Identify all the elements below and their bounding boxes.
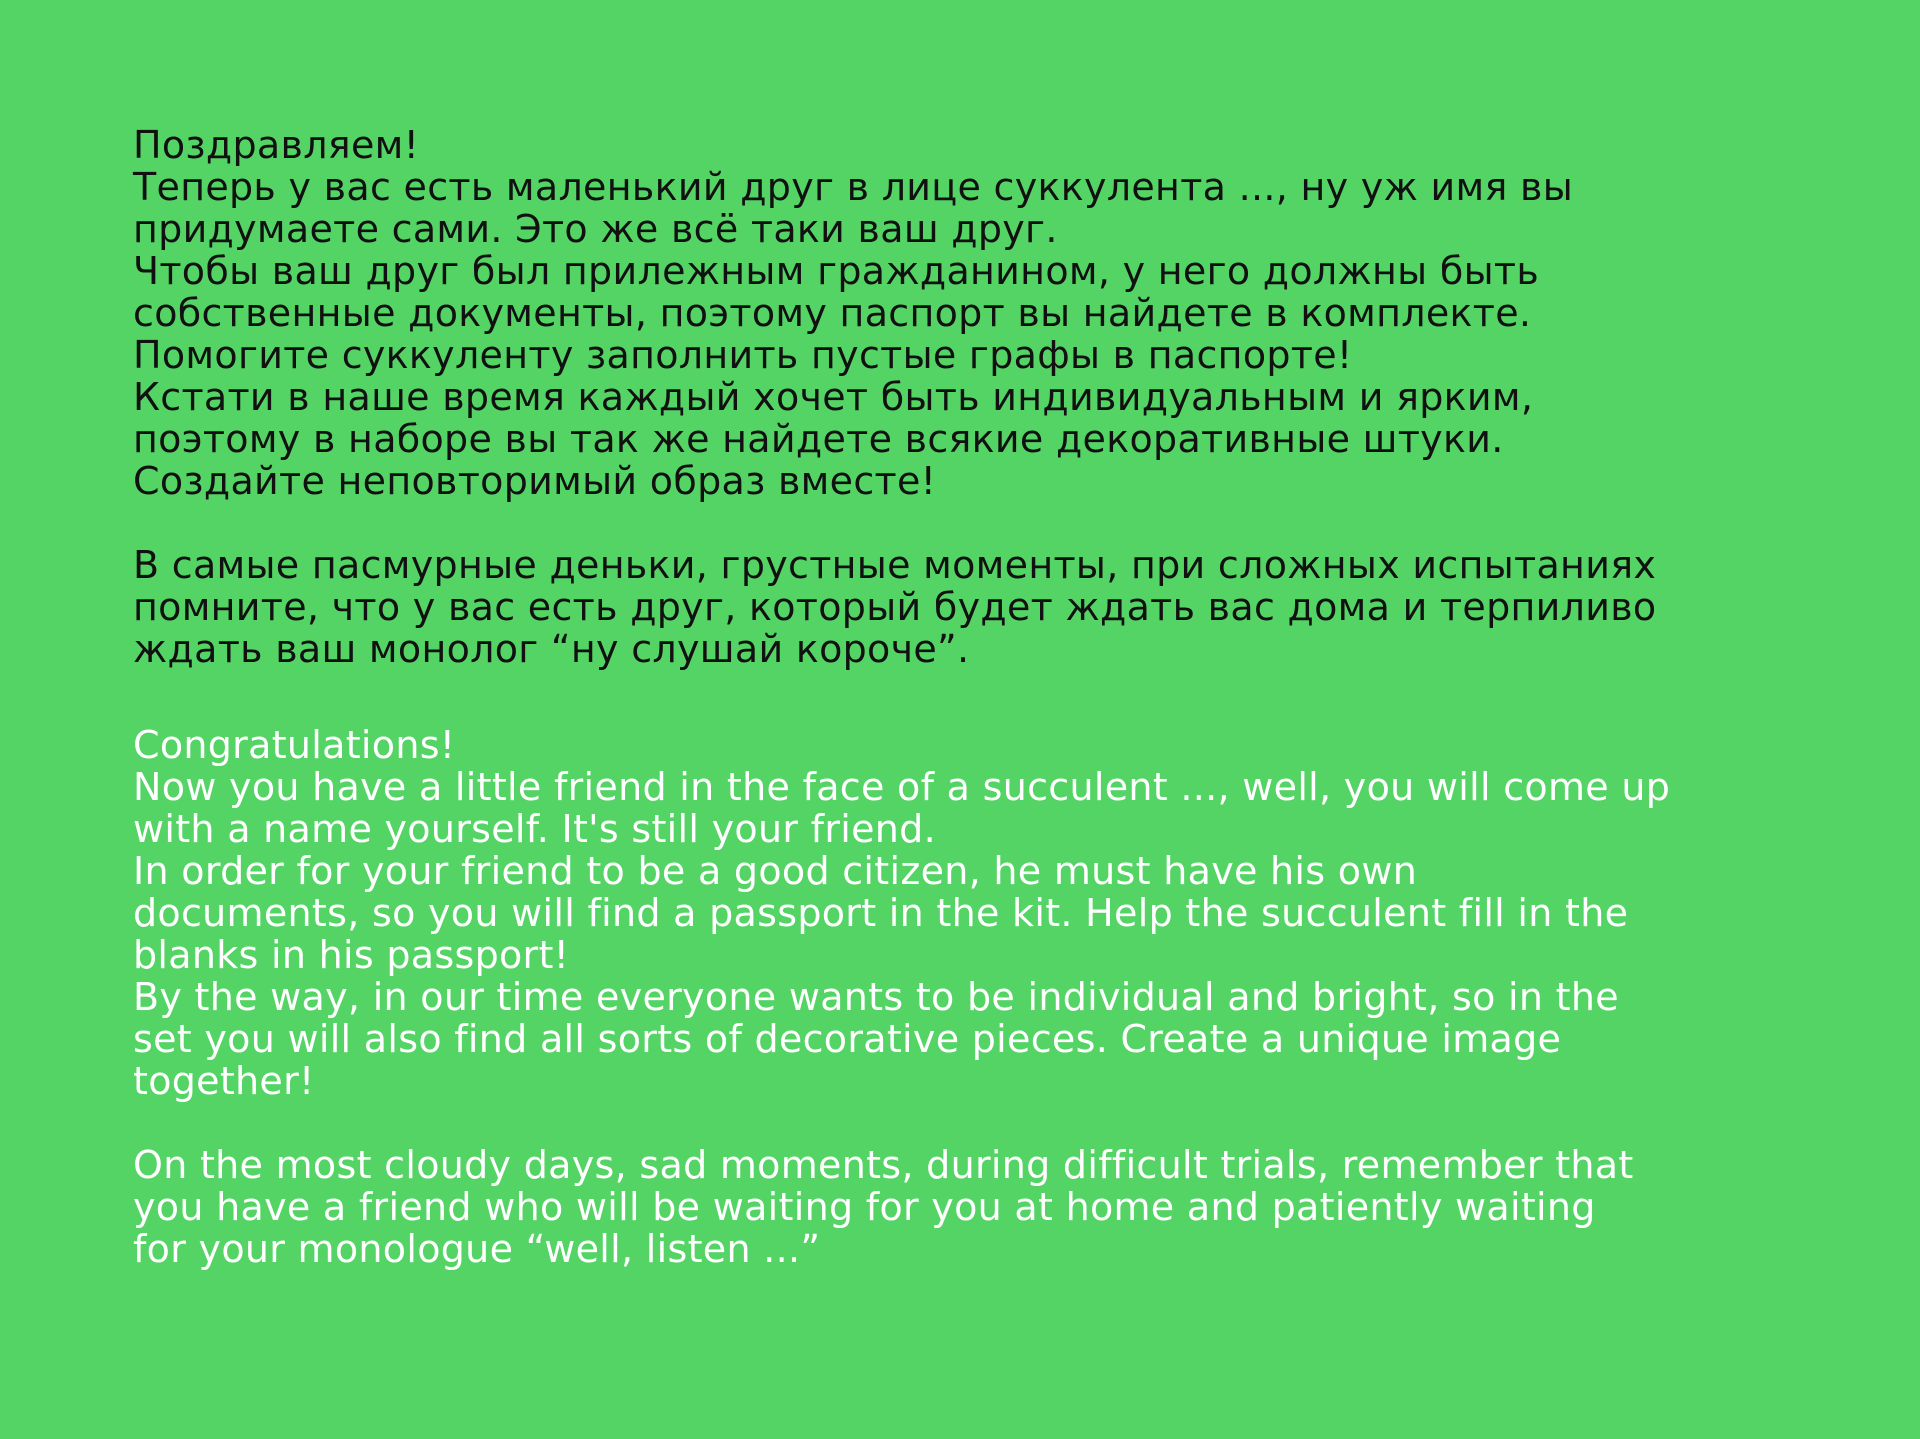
text-line: Поздравляем! <box>133 123 420 167</box>
text-line: Кстати в наше время каждый хочет быть индивидуальным и ярким, <box>133 375 1534 419</box>
text-line: for your monologue “well, listen ...” <box>133 1227 821 1271</box>
text-line: поэтому в наборе вы так же найдете всякие декоративные штуки. <box>133 417 1504 461</box>
russian-paragraph-1 <box>133 124 1893 502</box>
text-line: Now you have a little friend in the face of a succulent ..., well, you will come up <box>133 765 1671 809</box>
paragraph-spacer <box>133 1102 1893 1144</box>
text-line: documents, so you will find a passport in the kit. Help the succulent fill in the <box>133 891 1629 935</box>
text-line: собственные документы, поэтому паспорт вы найдете в комплекте. <box>133 291 1532 335</box>
russian-text-block <box>133 124 1893 670</box>
text-line: Создайте неповторимый образ вместе! <box>133 459 937 503</box>
russian-paragraph-2 <box>133 544 1893 670</box>
text-line: Congratulations! <box>133 723 456 767</box>
english-text-block <box>133 724 1893 1270</box>
text-line: Теперь у вас есть маленький друг в лице суккулента ..., ну уж имя вы <box>133 165 1573 209</box>
letter-page <box>133 124 1893 1270</box>
paragraph-spacer <box>133 502 1893 544</box>
english-paragraph-1 <box>133 724 1893 1102</box>
english-paragraph-2 <box>133 1144 1893 1270</box>
text-line: In order for your friend to be a good citizen, he must have his own <box>133 849 1418 893</box>
text-line: blanks in his passport! <box>133 933 570 977</box>
text-line: придумаете сами. Это же всё таки ваш друг. <box>133 207 1058 251</box>
text-line: ждать ваш монолог “ну слушай короче”. <box>133 627 970 671</box>
text-line: you have a friend who will be waiting for you at home and patiently waiting <box>133 1185 1596 1229</box>
text-line: В самые пасмурные деньки, грустные моменты, при сложных испытаниях <box>133 543 1657 587</box>
text-line: with a name yourself. It's still your friend. <box>133 807 936 851</box>
text-line: Помогите суккуленту заполнить пустые графы в паспорте! <box>133 333 1353 377</box>
text-line: By the way, in our time everyone wants to be individual and bright, so in the <box>133 975 1619 1019</box>
text-line: On the most cloudy days, sad moments, during difficult trials, remember that <box>133 1143 1634 1187</box>
text-line: Чтобы ваш друг был прилежным гражданином, у него должны быть <box>133 249 1540 293</box>
text-line: помните, что у вас есть друг, который будет ждать вас дома и терпиливо <box>133 585 1657 629</box>
text-line: together! <box>133 1059 315 1103</box>
text-line: set you will also find all sorts of decorative pieces. Create a unique image <box>133 1017 1562 1061</box>
